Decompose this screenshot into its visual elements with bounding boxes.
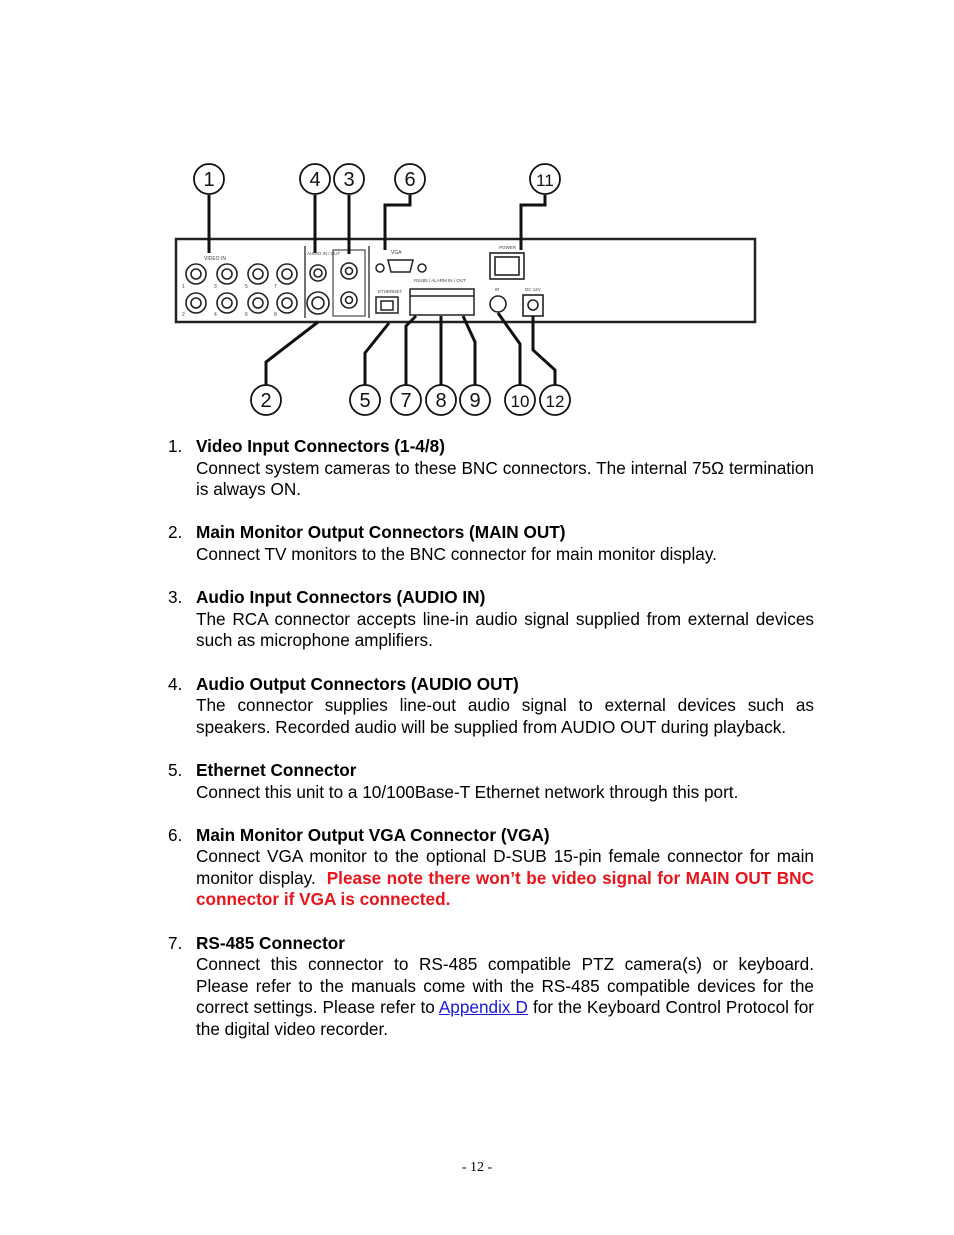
callout-label-8: 8 [435, 390, 447, 412]
item-number: 3. [168, 587, 183, 608]
item-body: The connector supplies line-out audio signal to external devices such as speakers. Recorded audio will be supplied from AUDIO OUT during playback. [196, 695, 814, 737]
callout-label-6: 6 [404, 169, 416, 191]
label-vga: VGA [391, 250, 402, 256]
label-ethernet: ETHERNET [378, 289, 403, 294]
label-ir: IR [495, 287, 500, 292]
vga-warning-text: Please note there won’t be video signal for MAIN OUT BNC connector if VGA is connected. [196, 867, 814, 910]
item-body-text: Connect this connector to RS-485 compatible PTZ camera(s) or keyboard. Please refer to the manuals come with the RS-485 compatible devices for the correct settings. Please refer to [196, 954, 814, 1018]
list-item [168, 674, 814, 739]
label-video-in: VIDEO IN [204, 256, 226, 262]
item-heading: Main Monitor Output Connectors (MAIN OUT) [196, 522, 566, 543]
label-audio: AUDIO IN / OUT [307, 251, 341, 256]
list-item [168, 760, 814, 803]
callout-label-2: 2 [260, 390, 272, 412]
item-heading: RS-485 Connector [196, 932, 345, 953]
item-body: Connect system cameras to these BNC connectors. The internal 75Ω termination is always ON. [196, 457, 814, 500]
callout-label-4: 4 [309, 169, 321, 191]
item-heading: Ethernet Connector [196, 759, 357, 780]
item-heading: Video Input Connectors (1-4/8) [196, 436, 445, 456]
appendix-d-link[interactable]: Appendix D [438, 997, 528, 1018]
item-body [196, 954, 814, 1040]
item-body-text-after-link: for the Keyboard Control Protocol for the digital video recorder. [196, 997, 815, 1040]
list-item [168, 522, 814, 565]
label-power: POWER [499, 245, 517, 250]
callout-label-9: 9 [469, 390, 481, 412]
item-heading: Audio Output Connectors (AUDIO OUT) [196, 673, 519, 694]
list-item [168, 436, 814, 501]
list-item [168, 587, 814, 652]
item-number: 5. [168, 759, 183, 780]
callout-label-3: 3 [343, 169, 355, 191]
callout-label-12: 12 [545, 392, 565, 411]
item-body [196, 846, 814, 911]
callout-label-1: 1 [203, 169, 215, 191]
bnc-number-3: 3 [214, 284, 217, 290]
bnc-number-8: 8 [274, 312, 277, 318]
list-item [168, 933, 814, 1041]
rear-panel-diagram [160, 150, 770, 425]
bnc-number-6: 6 [245, 312, 248, 318]
item-body: Connect this unit to a 10/100Base-T Ethernet network through this port. [196, 781, 739, 802]
callout-label-5: 5 [359, 390, 371, 412]
item-body: The RCA connector accepts line-in audio signal supplied from external devices such as microphone amplifiers. [196, 608, 814, 651]
item-heading: Audio Input Connectors (AUDIO IN) [196, 587, 486, 608]
item-number: 6. [168, 824, 183, 845]
bnc-number-5: 5 [245, 284, 248, 290]
connector-list [168, 436, 814, 1062]
bnc-number-4: 4 [214, 312, 217, 318]
item-body: Connect TV monitors to the BNC connector for main monitor display. [196, 543, 717, 564]
item-number: 2. [168, 522, 183, 543]
label-rs485: RS485 / ALARM IN / OUT [414, 278, 466, 283]
bnc-number-1: 1 [182, 284, 185, 290]
bnc-number-2: 2 [182, 312, 185, 318]
item-number: 4. [168, 673, 183, 694]
page-number: - 12 - [461, 1160, 493, 1175]
item-number: 7. [168, 932, 183, 953]
item-heading: Main Monitor Output VGA Connector (VGA) [196, 824, 550, 845]
label-dc: DC 12V [525, 287, 541, 292]
callout-label-11: 11 [536, 171, 554, 190]
callout-label-7: 7 [400, 390, 412, 412]
item-body-text: Connect VGA monitor to the optional D-SUB 15-pin female connector for main monitor display. [196, 846, 814, 888]
callout-label-10: 10 [510, 392, 530, 411]
rear-panel-svg [160, 150, 770, 425]
item-number: 1. [168, 436, 183, 456]
list-item [168, 825, 814, 911]
bnc-number-7: 7 [274, 284, 277, 290]
